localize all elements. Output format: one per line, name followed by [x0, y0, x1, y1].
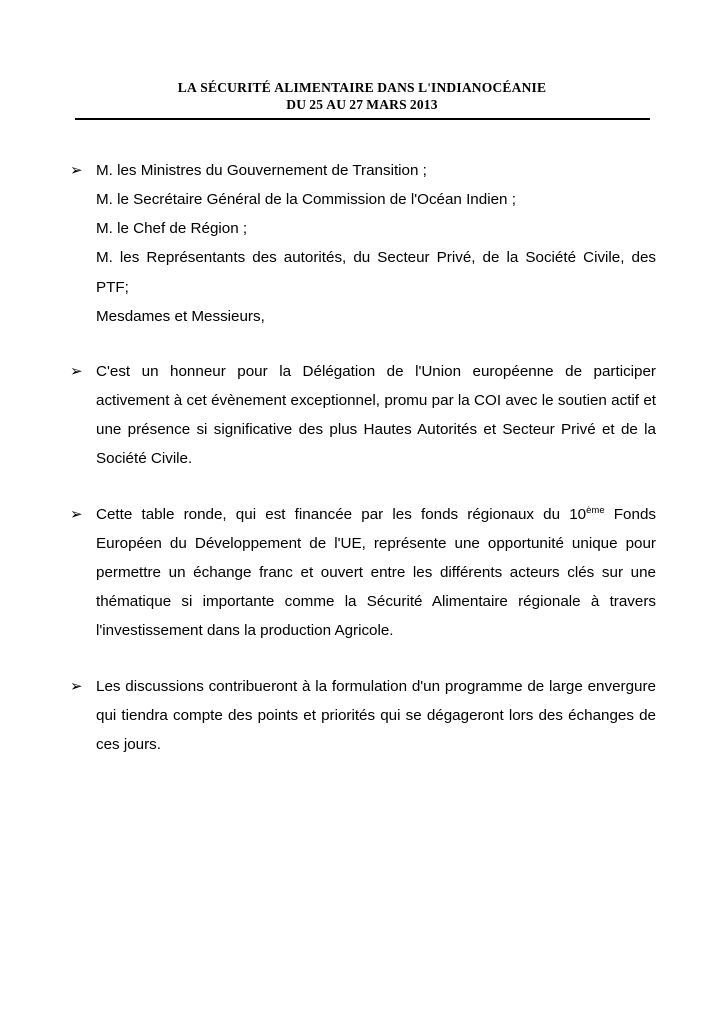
table-ronde-text-part2: Fonds Européen du Développement de l'UE, représente une opportunité unique pour permettre un échange franc et ouvert entre les différents acteurs clés sur une thématique si importante comme la Sécurité Alimentaire régionale à travers l'investissement dans la production Agricole. [96, 505, 656, 640]
paragraph-honneur-block [68, 357, 656, 474]
salutation-line-5: Mesdames et Messieurs, [96, 307, 265, 325]
header-title-line2: DU 25 AU 27 MARS 2013 [286, 96, 438, 112]
paragraph-table-ronde [96, 500, 656, 646]
bullet-arrow-icon: ➢ [70, 504, 83, 523]
table-ronde-text-part1: Cette table ronde, qui est financée par les fonds régionaux du 10 [96, 505, 587, 523]
salutation-lines [96, 156, 656, 331]
paragraph-discussions-text: Les discussions contribueront à la formulation d'un programme de large envergure qui tiendra compte des points et priorités qui se dégageront lors des échanges de ces jours. [96, 677, 656, 753]
header-divider [75, 118, 650, 120]
paragraph-table-ronde-block [68, 500, 656, 646]
paragraph-honneur-text: C'est un honneur pour la Délégation de l'Union européenne de participer activement à cet évènement exceptionnel, promu par la COI avec le soutien actif et une présence si significative des plus Hautes Autorités et Secteur Privé et de la Société Civile. [96, 362, 656, 468]
header-title-line1: LA SÉCURITÉ ALIMENTAIRE DANS L'INDIANOCÉANIE [177, 80, 547, 95]
salutation-line-3: M. le Chef de Région ; [96, 220, 248, 238]
document-body [68, 156, 656, 759]
paragraph-honneur [96, 357, 656, 474]
ordinal-suffix: ème [586, 504, 605, 516]
salutation-line-2: M. le Secrétaire Général de la Commission de l'Océan Indien ; [96, 190, 516, 208]
salutation-line-4: M. les Représentants des autorités, du Secteur Privé, de la Société Civile, des PTF; [96, 249, 656, 296]
paragraph-discussions [96, 672, 656, 760]
bullet-arrow-icon: ➢ [70, 676, 83, 695]
salutation-line-1: M. les Ministres du Gouvernement de Transition ; [96, 161, 427, 179]
paragraph-discussions-block [68, 672, 656, 760]
page-header [72, 80, 652, 120]
salutation-block [68, 156, 656, 331]
bullet-arrow-icon: ➢ [70, 361, 83, 380]
bullet-arrow-icon: ➢ [70, 160, 83, 179]
paragraph-table-ronde-text [96, 500, 656, 646]
